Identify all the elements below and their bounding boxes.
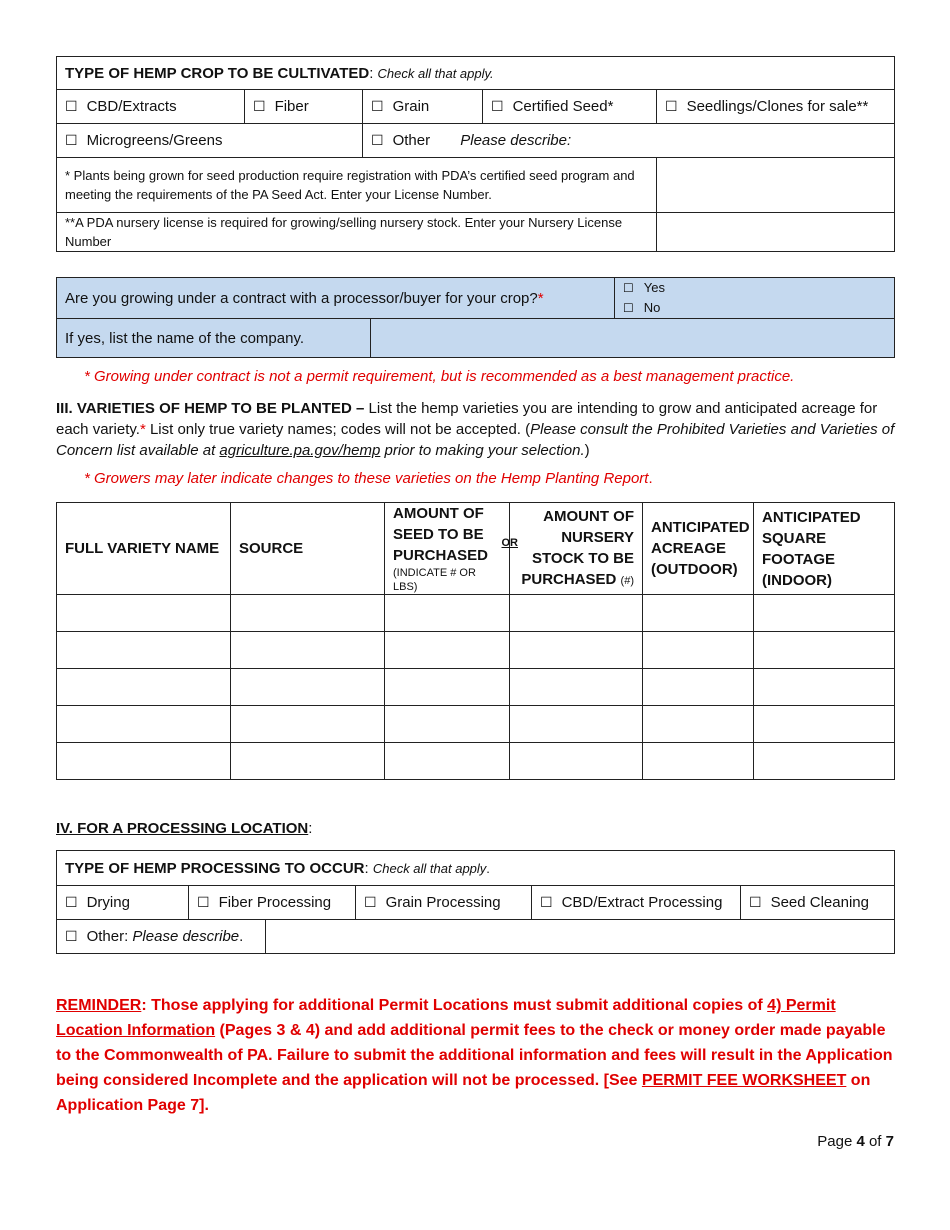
contract-question-cell: [57, 278, 615, 319]
processing-header: TYPE OF HEMP PROCESSING TO OCCUR: Check all that apply.: [57, 851, 895, 886]
or-label: OR: [501, 537, 518, 549]
seed-amount-cell[interactable]: [385, 632, 510, 669]
varieties-text: List the hemp varieties you are intending to grow and anticipated acreage for each variety.: [56, 400, 878, 438]
acreage-cell[interactable]: [643, 669, 754, 706]
company-name-field[interactable]: [371, 319, 895, 358]
variety-name-cell[interactable]: [57, 706, 231, 743]
col-nursery-note: (#): [620, 574, 634, 587]
required-asterisk: *: [537, 289, 544, 307]
checkbox-icon[interactable]: ☐: [371, 133, 384, 149]
crop-option-label: Microgreens/Greens: [86, 132, 223, 149]
processing-option-other[interactable]: [57, 920, 266, 954]
crop-option-label: Other: [392, 132, 431, 149]
square-footage-cell[interactable]: [754, 595, 895, 632]
other-period: .: [239, 928, 244, 945]
seed-amount-cell[interactable]: [385, 595, 510, 632]
contract-no-option[interactable]: [623, 298, 886, 318]
processing-option-seed-cleaning[interactable]: [741, 886, 895, 920]
variety-name-cell[interactable]: [57, 669, 231, 706]
col-seed-amount: [385, 503, 518, 595]
table-row: [57, 632, 895, 669]
varieties-note-text: .: [648, 470, 653, 487]
processing-option-drying[interactable]: [57, 886, 189, 920]
crop-option-label: CBD/Extracts: [86, 98, 177, 115]
varieties-consult: prior to making your selection.: [380, 442, 585, 459]
acreage-cell[interactable]: [643, 706, 754, 743]
acreage-cell[interactable]: [643, 743, 754, 780]
table-row: [57, 595, 895, 632]
processing-title-colon: :: [308, 820, 313, 837]
crop-type-heading: TYPE OF HEMP CROP TO BE CULTIVATED: [65, 64, 370, 82]
reminder-paragraph: [56, 993, 896, 1118]
varieties-text: List only true variety names; codes will not be accepted. (: [145, 421, 531, 438]
permit-location-link[interactable]: 4) Permit Location Information: [56, 997, 836, 1039]
processing-other-field[interactable]: [266, 920, 895, 954]
seed-license-field[interactable]: [657, 158, 895, 213]
contract-yes-option[interactable]: [623, 278, 886, 298]
col-nursery-amount: [510, 503, 643, 595]
nursery-amount-cell[interactable]: [510, 669, 643, 706]
processing-option-label: Fiber Processing: [218, 894, 332, 911]
processing-option-grain[interactable]: [356, 886, 532, 920]
checkbox-icon[interactable]: ☐: [623, 281, 634, 295]
processing-section-title: [56, 820, 312, 837]
no-label: No: [643, 300, 661, 315]
variety-table: [56, 502, 895, 780]
yes-label: Yes: [643, 280, 665, 295]
checkbox-icon[interactable]: ☐: [197, 895, 210, 911]
crop-option-label: Grain: [392, 98, 430, 115]
table-row: [57, 706, 895, 743]
planting-report-name: Hemp Planting Report: [500, 470, 649, 487]
checkbox-icon[interactable]: ☐: [665, 99, 678, 115]
other-describe-label: Please describe: [132, 928, 240, 945]
nursery-license-note: **A PDA nursery license is required for growing/selling nursery stock. Enter your Nursery License Number: [57, 213, 657, 252]
processing-option-label: Seed Cleaning: [770, 894, 869, 911]
checkbox-icon[interactable]: ☐: [371, 99, 384, 115]
checkbox-icon[interactable]: ☐: [65, 895, 78, 911]
crop-option-other[interactable]: [363, 124, 895, 158]
crop-option-cbd[interactable]: [57, 90, 245, 124]
contract-question: Are you growing under a contract with a processor/buyer for your crop?: [65, 289, 538, 307]
source-cell[interactable]: [231, 669, 385, 706]
total-pages: 7: [885, 1133, 894, 1150]
varieties-consult: Please consult the Prohibited Varieties and Varieties of Concern list available at: [56, 421, 895, 459]
varieties-intro: [56, 398, 896, 461]
source-cell[interactable]: [231, 743, 385, 780]
varieties-text: ): [584, 442, 590, 459]
processing-option-fiber[interactable]: [189, 886, 356, 920]
source-cell[interactable]: [231, 706, 385, 743]
required-asterisk: *: [139, 421, 146, 438]
table-row: [57, 669, 895, 706]
variety-name-cell[interactable]: [57, 595, 231, 632]
table-row: [57, 743, 895, 780]
processing-option-label: CBD/Extract Processing: [561, 894, 723, 911]
crop-option-label: Fiber: [274, 98, 309, 115]
checkbox-icon[interactable]: ☐: [491, 99, 504, 115]
nursery-amount-cell[interactable]: [510, 743, 643, 780]
company-prompt: If yes, list the name of the company.: [57, 319, 371, 358]
processing-option-label: Drying: [86, 894, 130, 911]
processing-period: .: [486, 860, 490, 876]
acreage-cell[interactable]: [643, 595, 754, 632]
variety-table-header: [57, 503, 895, 595]
source-cell[interactable]: [231, 595, 385, 632]
checkbox-icon[interactable]: ☐: [540, 895, 553, 911]
crop-option-certified-seed[interactable]: [483, 90, 657, 124]
contract-table: [56, 277, 895, 358]
col-seed-note: (INDICATE # OR LBS): [393, 567, 476, 593]
reminder-text: (Pages 3 & 4) and add additional permit fees to the check or money order made payable to the Commonwealth of PA. Failure to submit the additional information and fees will result in the Application being considered Incomplete and the application will not be processed. [See: [56, 1022, 893, 1089]
square-footage-cell[interactable]: [754, 669, 895, 706]
page-of: of: [864, 1133, 886, 1150]
col-seed-label: AMOUNT OF SEED TO BE PURCHASED: [393, 505, 489, 564]
crop-type-instruction: Check all that apply.: [377, 65, 494, 81]
col-acreage: ANTICIPATED ACREAGE (OUTDOOR): [643, 503, 754, 595]
variety-name-cell[interactable]: [57, 632, 231, 669]
col-source: SOURCE: [231, 503, 385, 595]
page-prefix: Page: [817, 1133, 857, 1150]
crop-option-seedlings[interactable]: [657, 90, 895, 124]
crop-option-grain[interactable]: [363, 90, 483, 124]
other-label: Other:: [86, 928, 129, 945]
processing-heading: TYPE OF HEMP PROCESSING TO OCCUR: [65, 859, 365, 877]
col-square-footage: ANTICIPATED SQUARE FOOTAGE (INDOOR): [754, 503, 895, 595]
nursery-amount-cell[interactable]: [510, 595, 643, 632]
square-footage-cell[interactable]: [754, 632, 895, 669]
source-cell[interactable]: [231, 632, 385, 669]
nursery-amount-cell[interactable]: [510, 706, 643, 743]
reminder-text: on Application Page 7].: [56, 1072, 871, 1114]
checkbox-icon[interactable]: ☐: [65, 929, 78, 945]
page-number: [817, 1133, 894, 1150]
crop-option-fiber[interactable]: [245, 90, 363, 124]
checkbox-icon[interactable]: ☐: [65, 133, 78, 149]
contract-note: * Growing under contract is not a permit requirement, but is recommended as a best management practice.: [84, 368, 795, 385]
permit-fee-worksheet-link[interactable]: PERMIT FEE WORKSHEET: [641, 1072, 847, 1089]
varieties-heading: III. VARIETIES OF HEMP TO BE PLANTED –: [56, 400, 365, 417]
nursery-license-field[interactable]: [657, 213, 895, 252]
seed-amount-cell[interactable]: [385, 743, 510, 780]
variety-name-cell[interactable]: [57, 743, 231, 780]
crop-type-header: TYPE OF HEMP CROP TO BE CULTIVATED: Check all that apply.: [57, 57, 895, 90]
col-nursery-label: AMOUNT OF NURSERY STOCK TO BE PURCHASED: [521, 507, 634, 588]
checkbox-icon[interactable]: ☐: [65, 99, 78, 115]
reminder-label: REMINDER: [56, 997, 142, 1014]
crop-option-label: Seedlings/Clones for sale**: [686, 98, 869, 115]
seed-license-note: * Plants being grown for seed production require registration with PDA’s certified seed program and meeting the requirements of the PA Seed Act. Enter your License Number.: [57, 158, 657, 213]
seed-amount-cell[interactable]: [385, 706, 510, 743]
square-footage-cell[interactable]: [754, 743, 895, 780]
acreage-cell[interactable]: [643, 632, 754, 669]
checkbox-icon[interactable]: ☐: [749, 895, 762, 911]
seed-amount-cell[interactable]: [385, 669, 510, 706]
varieties-note: [84, 470, 904, 487]
checkbox-icon[interactable]: ☐: [253, 99, 266, 115]
contract-answer-cell: [615, 278, 895, 319]
processing-table: [56, 850, 895, 954]
processing-instruction: Check all that apply: [372, 860, 487, 876]
crop-option-label: Certified Seed*: [512, 98, 614, 115]
processing-option-cbd[interactable]: [532, 886, 741, 920]
processing-option-label: Grain Processing: [385, 894, 501, 911]
nursery-amount-cell[interactable]: [510, 632, 643, 669]
crop-type-table: [56, 56, 895, 252]
processing-title-text: IV. FOR A PROCESSING LOCATION: [56, 820, 309, 837]
square-footage-cell[interactable]: [754, 706, 895, 743]
hemp-website-link[interactable]: agriculture.pa.gov/hemp: [219, 442, 381, 459]
checkbox-icon[interactable]: ☐: [623, 301, 634, 315]
current-page: 4: [856, 1133, 865, 1150]
checkbox-icon[interactable]: ☐: [364, 895, 377, 911]
varieties-note-text: * Growers may later indicate changes to these varieties on the: [84, 470, 501, 487]
col-variety-name: FULL VARIETY NAME: [57, 503, 231, 595]
crop-option-microgreens[interactable]: [57, 124, 363, 158]
reminder-text: : Those applying for additional Permit Locations must submit additional copies of: [141, 997, 768, 1014]
other-describe-label: Please describe:: [460, 132, 572, 149]
